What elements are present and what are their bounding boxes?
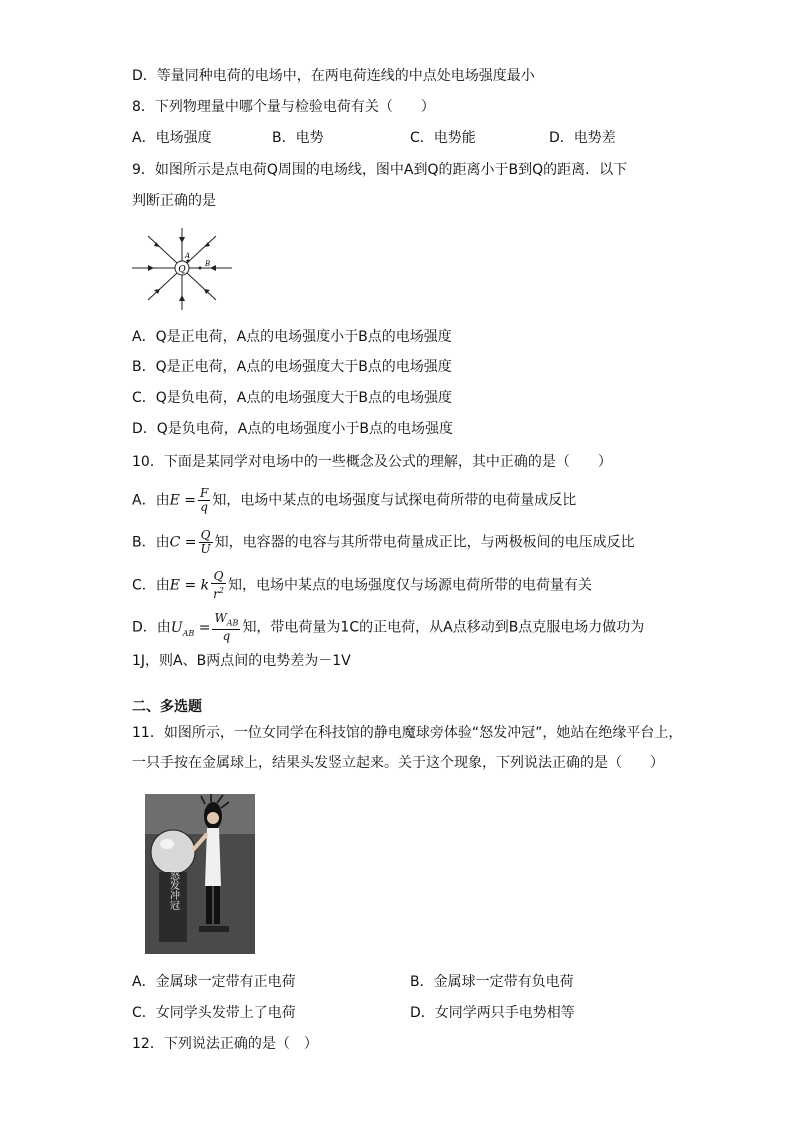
- q11-option-b: B．金属球一定带有负电荷: [410, 974, 574, 990]
- q8-option-a: A．电场强度: [132, 130, 212, 146]
- q11-option-a: A．金属球一定带有正电荷: [132, 974, 296, 990]
- figure-label-b: B: [205, 260, 211, 268]
- q10-option-d-line-2: 1J，则A、B两点间的电势差为－1V: [132, 653, 351, 669]
- formula-d-fraction: [212, 612, 240, 643]
- formula-a-den: q: [200, 500, 208, 514]
- question-11-line-1: 11．如图所示，一位女同学在科技馆的静电魔球旁体验“怒发冲冠”，她站在绝缘平台上，: [132, 725, 683, 741]
- formula-d-den: q: [222, 629, 231, 644]
- q9-option-d: D．Q是负电荷，A点的电场强度小于B点的电场强度: [132, 421, 453, 437]
- q10-a-prefix: A．由: [132, 492, 170, 509]
- q9-option-c: C．Q是负电荷，A点的电场强度大于B点的电场强度: [132, 390, 452, 406]
- q10-d-text: 知，带电荷量为1C的正电荷，从A点移动到B点克服电场力做功为: [242, 619, 645, 636]
- q10-c-text: 知，电场中某点的电场强度仅与场源电荷所带的电荷量有关: [227, 577, 592, 594]
- formula-d-eq: =: [198, 619, 211, 636]
- formula-b-fraction: [199, 529, 213, 556]
- q10-c-prefix: C．由: [132, 577, 170, 594]
- formula-a-num: F: [199, 486, 209, 500]
- formula-b-num: Q: [199, 529, 213, 543]
- q10-b-prefix: B．由: [132, 534, 170, 551]
- q8-option-b: B．电势: [272, 130, 324, 146]
- q10-option-c: [132, 570, 592, 601]
- formula-d-lhs-u: U: [170, 619, 183, 636]
- photo-illustration: [145, 794, 255, 954]
- formula-d-num-w: W: [214, 611, 227, 625]
- q10-d-prefix: D．由: [132, 619, 171, 636]
- q8-option-c: C．电势能: [410, 130, 476, 146]
- q10-option-b: [132, 529, 635, 556]
- formula-b-den: U: [200, 542, 211, 556]
- formula-c-fraction: [211, 570, 226, 601]
- q8-option-d: D．电势差: [549, 130, 616, 146]
- formula-d-lhs-sub: AB: [182, 628, 195, 638]
- formula-a-lhs: E =: [169, 492, 196, 509]
- question-9-line-2: 判断正确的是: [132, 193, 216, 209]
- formula-d-num: [212, 612, 240, 630]
- q10-a-text: 知，电场中某点的电场强度与试探电荷所带的电荷量成反比: [212, 492, 577, 509]
- q9-option-a: A．Q是正电荷，A点的电场强度小于B点的电场强度: [132, 329, 452, 345]
- q10-option-a: [132, 487, 576, 514]
- static-ball-photo: [145, 794, 255, 954]
- formula-c-den-base: r: [213, 587, 219, 601]
- formula-c-lhs: E = k: [169, 577, 210, 594]
- formula-a-fraction: [198, 487, 210, 514]
- figure-label-a: A: [185, 252, 191, 260]
- section-heading-multiple-choice: 二、多选题: [132, 699, 202, 715]
- formula-c-num: Q: [211, 570, 226, 584]
- question-11-line-2: 一只手按在金属球上，结果头发竖立起来。关于这个现象，下列说法正确的是（ ）: [132, 755, 664, 771]
- question-12: 12．下列说法正确的是（ ）: [132, 1036, 318, 1052]
- formula-d-lhs: [171, 620, 211, 636]
- question-10: 10．下面是某同学对电场中的一些概念及公式的理解，其中正确的是（ ）: [132, 454, 612, 470]
- formula-b-lhs: C =: [169, 534, 197, 551]
- formula-d-num-sub: AB: [226, 618, 239, 628]
- q10-b-text: 知，电容器的电容与其所带电荷量成正比，与两极板间的电压成反比: [214, 534, 635, 551]
- formula-c-den: [211, 584, 226, 601]
- q10-option-d: [132, 612, 644, 644]
- figure-label-q: Q: [178, 265, 186, 275]
- formula-c-den-exp: 2: [218, 586, 224, 595]
- q9-option-b: B．Q是正电荷，A点的电场强度大于B点的电场强度: [132, 359, 452, 375]
- option-8-prev-d: D．等量同种电荷的电场中，在两电荷连线的中点处电场强度最小: [132, 68, 535, 84]
- q11-option-d: D．女同学两只手电势相等: [410, 1005, 575, 1021]
- question-8: 8．下列物理量中哪个量与检验电荷有关（ ）: [132, 99, 435, 115]
- q11-option-c: C．女同学头发带上了电荷: [132, 1005, 296, 1021]
- question-9-line-1: 9．如图所示是点电荷Q周围的电场线，图中A到Q的距离小于B到Q的距离．以下: [132, 162, 628, 178]
- photo-banner-text: 怒发冲冠: [167, 870, 179, 910]
- field-lines-figure: [132, 228, 232, 310]
